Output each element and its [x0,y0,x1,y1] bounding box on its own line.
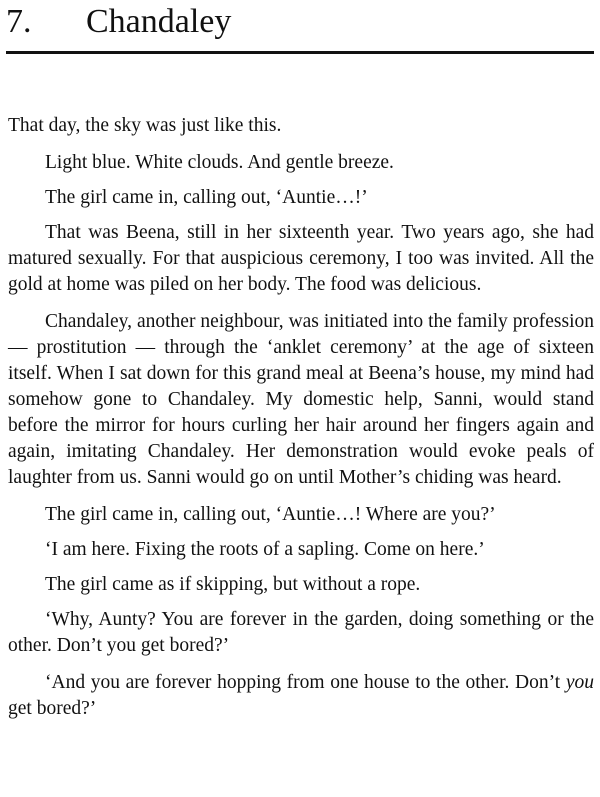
paragraph: Chandaley, another neighbour, was initiated into the family profession — prostitution — through the ‘anklet ceremony’ at the age of sixteen itself. When I sat down for this grand meal at Beena’s house, my mind had somehow gone to Chandaley. My domestic help, Sanni, would stand before the mirror for hours curling her hair around her fingers again and again, imitating Chandaley. Her demonstration would evoke peals of laughter from us. Sanni would go on until Mother’s chiding was heard. [8,311,594,488]
last-paragraph-start: ‘And you are forever hopping from one house to the other. Don’t [45,672,566,693]
chapter-title: Chandaley [86,3,232,40]
chapter-header [6,0,596,52]
body-text [8,113,594,733]
paragraph: ‘I am here. Fixing the roots of a sapling. Come on here.’ [45,539,485,560]
paragraph: The girl came in, calling out, ‘Auntie…!’ [45,187,368,208]
chapter-number: 7. [6,3,32,40]
paragraph: The girl came as if skipping, but without a rope. [45,574,421,595]
paragraph: That day, the sky was just like this. [8,115,282,136]
paragraph: Light blue. White clouds. And gentle breeze. [45,152,394,173]
paragraph: The girl came in, calling out, ‘Auntie…! Where are you?’ [45,504,496,525]
last-paragraph-end: get bored?’ [8,698,97,719]
emphasis-word: you [565,672,594,693]
paragraph-last [8,670,594,722]
header-rule [6,51,594,54]
paragraph: That was Beena, still in her sixteenth year. Two years ago, she had matured sexually. For that auspicious ceremony, I too was invited. All the gold at home was piled on her body. The food was delicious. [8,222,594,295]
paragraph: ‘Why, Aunty? You are forever in the garden, doing something or the other. Don’t you get bored?’ [8,609,594,656]
